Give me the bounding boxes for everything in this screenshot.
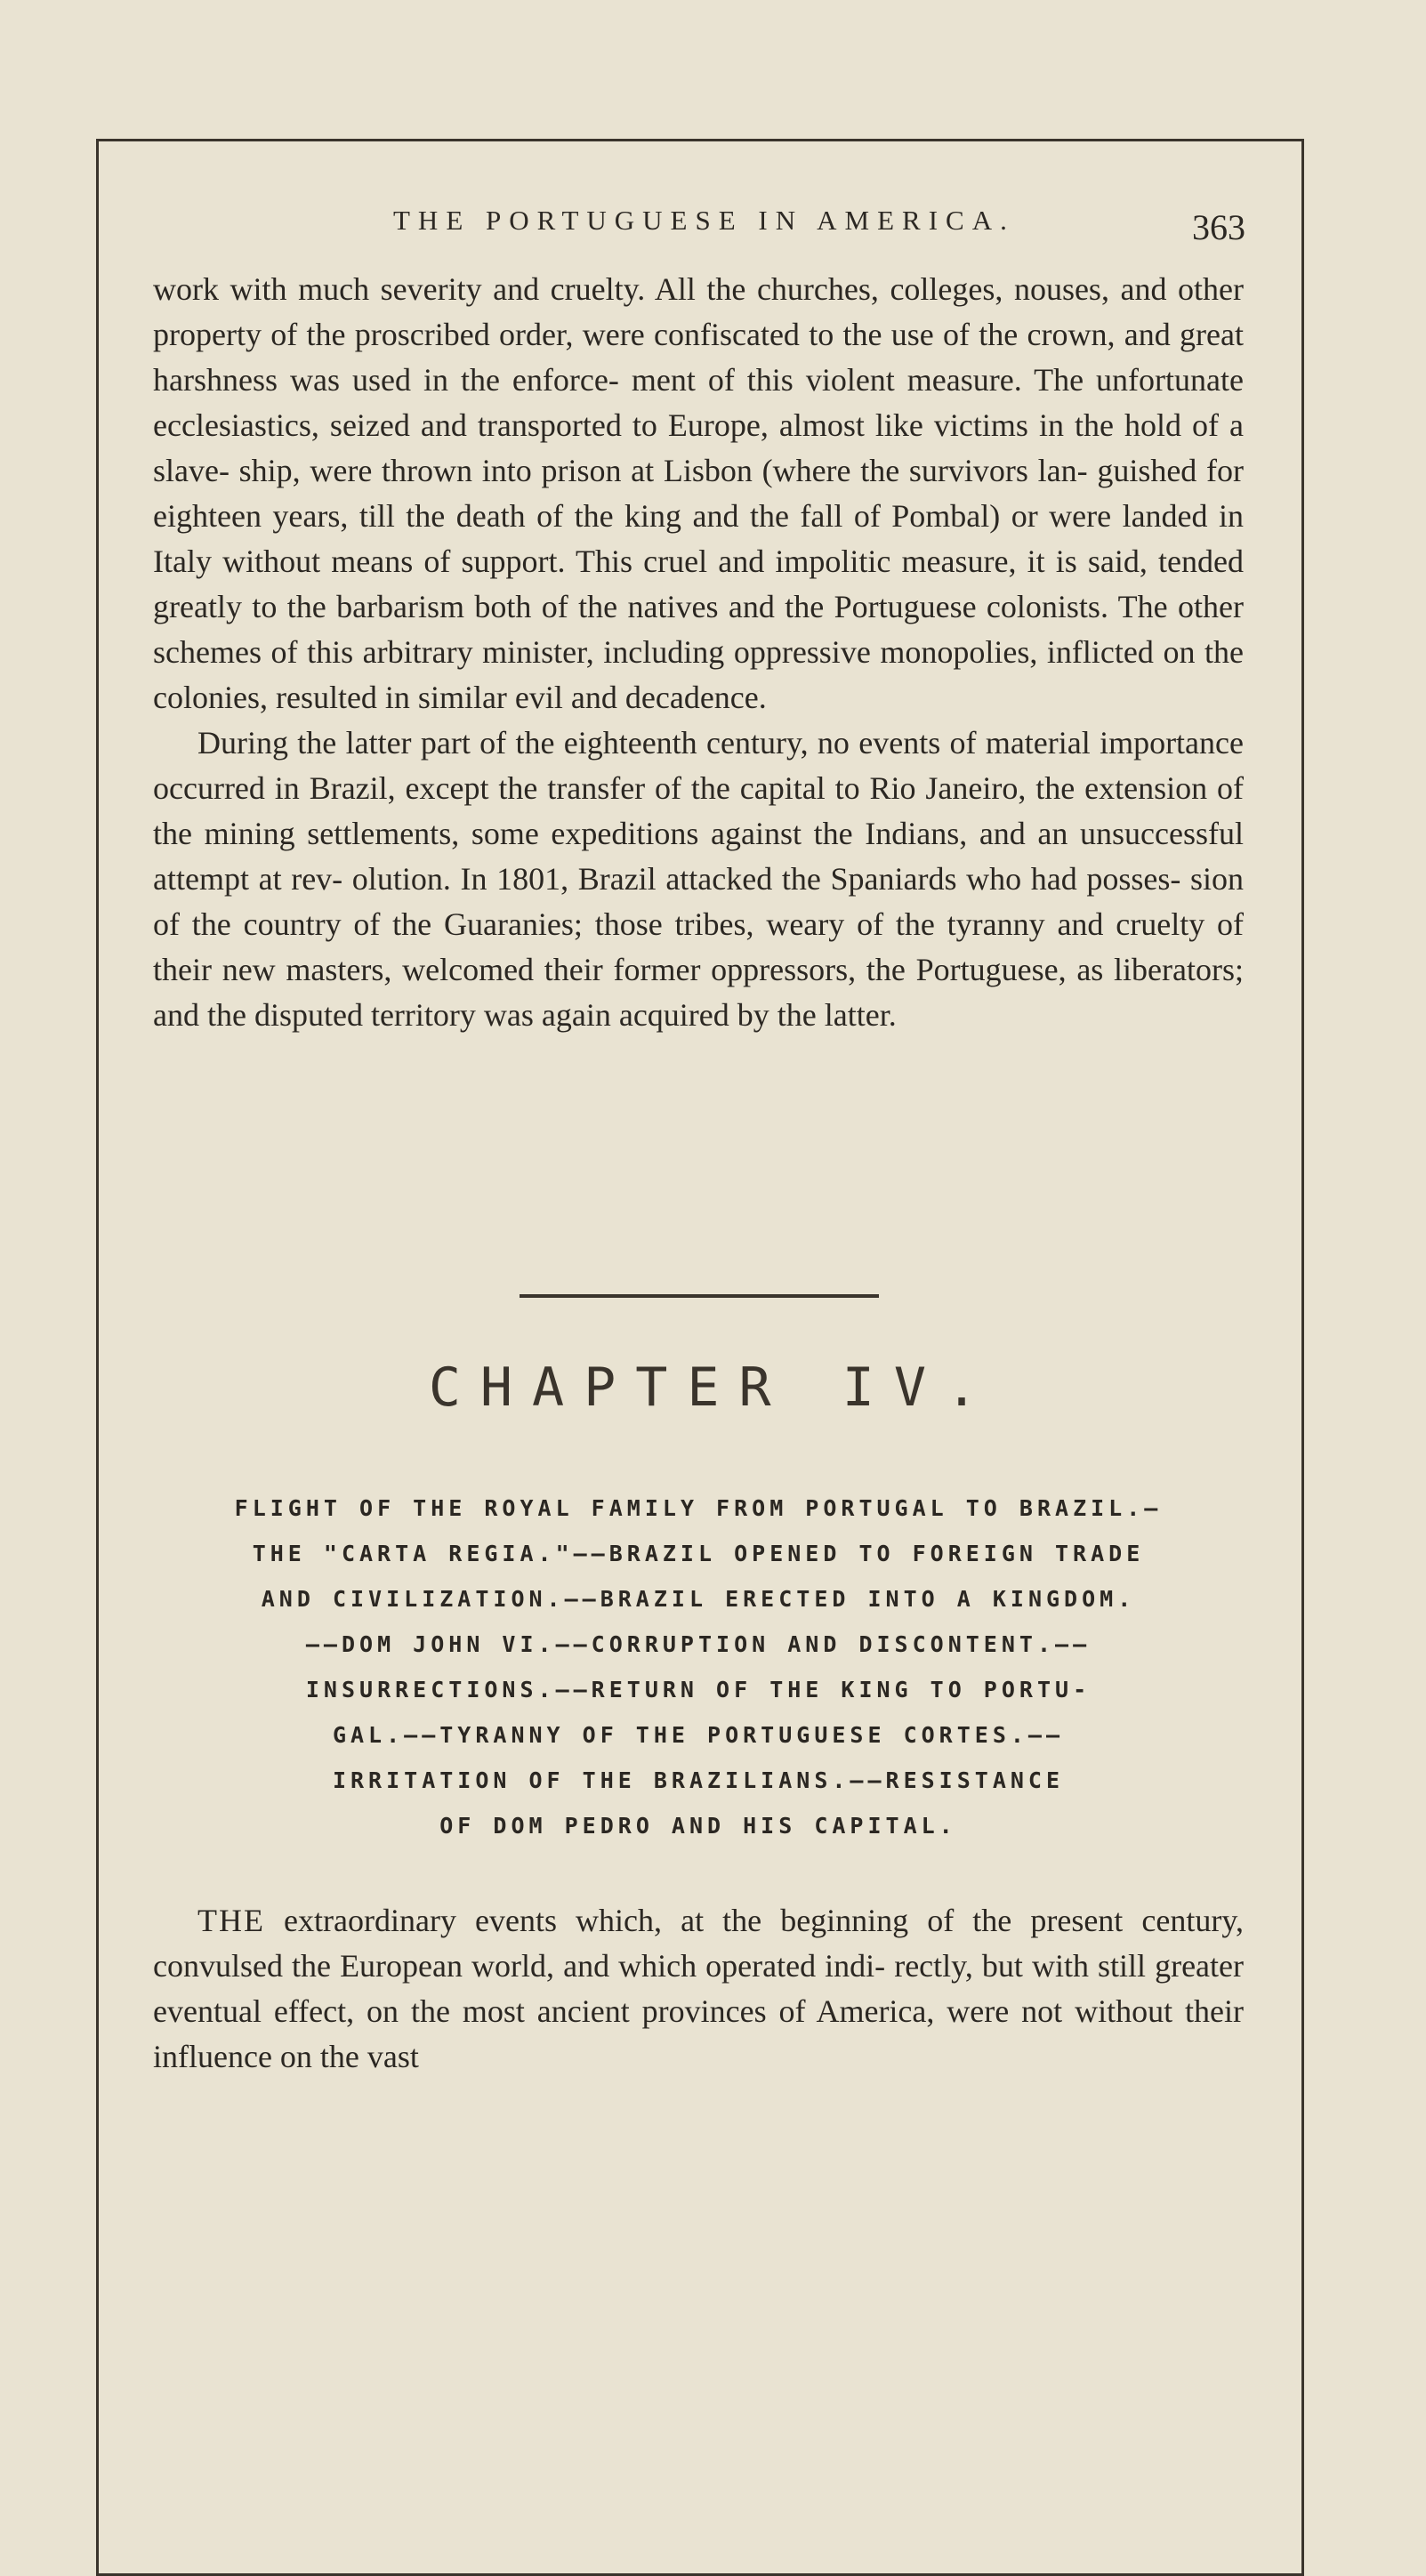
body-text-bottom [153, 1898, 1244, 2080]
paragraph: During the latter part of the eighteenth century, no events of material importance occurred in Brazil, except the transfer of the capital to Rio Janeiro, the extension of the mining settlements, some expeditions against the Indians, and an unsuccessful attempt at rev- olution. In 1801, Brazil attacked the Spaniards who had posses- sion of the country of the Guaranies; those tribes, weary of the tyranny and cruelty of their new masters, welcomed their former oppressors, the Portuguese, as liberators; and the disputed territory was again acquired by the latter. [153, 725, 1244, 1033]
chapter-heading: CHAPTER IV. [428, 1356, 998, 1419]
running-head [151, 197, 1245, 251]
synopsis-line: GAL.——TYRANNY OF THE PORTUGUESE CORTES.—— [332, 1722, 1065, 1748]
synopsis-line: THE "CARTA REGIA."——BRAZIL OPENED TO FOREIGN TRADE [252, 1541, 1145, 1566]
body-text-top [153, 267, 1244, 1038]
paragraph-text: extraordinary events which, at the beginning of the present century, convulsed the European world, and which operated indi- rectly, but with still greater eventual effect, on the most ancient provinces of America, were not without their influence on the vast [153, 1903, 1244, 2074]
lead-word: THE [197, 1903, 265, 1938]
synopsis-line: FLIGHT OF THE ROYAL FAMILY FROM PORTUGAL TO BRAZIL.— [234, 1495, 1163, 1521]
synopsis-line: ——DOM JOHN VI.——CORRUPTION AND DISCONTENT.—— [305, 1631, 1092, 1657]
running-title: THE PORTUGUESE IN AMERICA. [393, 205, 1015, 236]
synopsis-line: INSURRECTIONS.——RETURN OF THE KING TO PORTU- [305, 1677, 1092, 1703]
section-divider [520, 1294, 879, 1298]
synopsis-line: AND CIVILIZATION.——BRAZIL ERECTED INTO A KINGDOM. [261, 1586, 1136, 1612]
synopsis-line: OF DOM PEDRO AND HIS CAPITAL. [439, 1813, 957, 1839]
paragraph: work with much severity and cruelty. All the churches, colleges, nouses, and other property of the proscribed order, were confiscated to the use of the crown, and great harshness was used in the enforce- ment of this violent measure. The unfortunate ecclesiastics, seized and transported to Europe, almost like victims in the hold of a slave- ship, were thrown into prison at Lisbon (where the survivors lan- guished for eighteen years, till the death of the king and the fall of Pombal) or were landed in Italy without means of support. This cruel and impolitic measure, it is said, tended greatly to the barbarism both of the natives and the Portuguese colonists. The other schemes of this arbitrary minister, including oppressive monopolies, inflicted on the colonies, resulted in similar evil and decadence. [153, 271, 1244, 715]
synopsis-line: IRRITATION OF THE BRAZILIANS.——RESISTANCE [332, 1767, 1065, 1793]
page-number: 363 [1192, 207, 1245, 247]
paragraph [153, 1898, 1244, 2080]
chapter-synopsis [151, 1485, 1245, 1848]
